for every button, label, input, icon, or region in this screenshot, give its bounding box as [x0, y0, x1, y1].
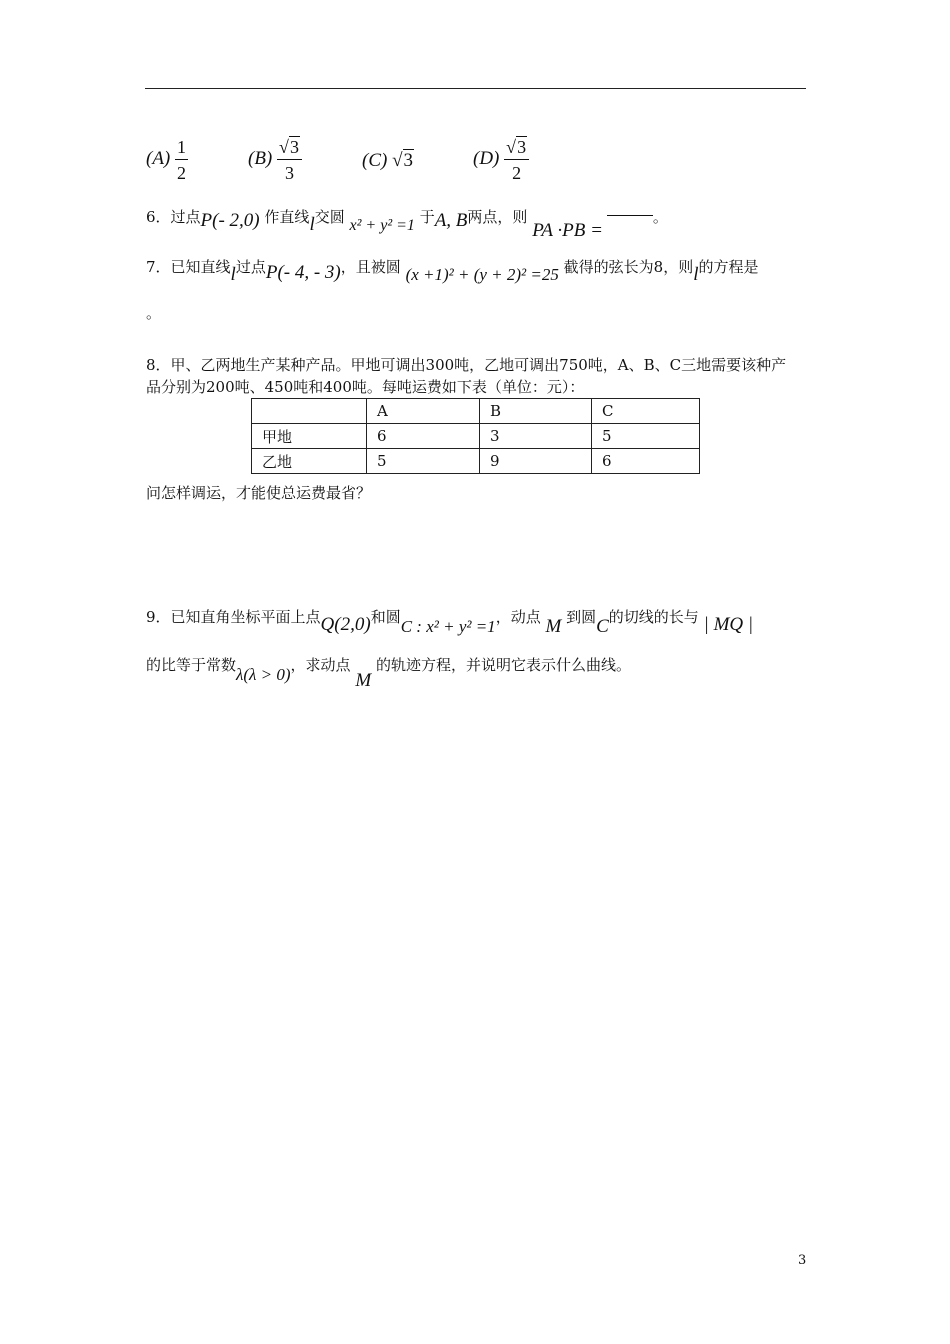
table-cell: 3 [480, 424, 592, 449]
question-9-line2: 的比等于常数λ(λ > 0)，求动点 M 的轨迹方程，并说明它表示什么曲线。 [146, 656, 631, 691]
question-9-line1: 9．已知直角坐标平面上点Q(2,0)和圆C : x² + y² =1，动点 M 到圆C的切线的长与 | MQ | [146, 608, 754, 637]
fraction: $\frac{√3}{3}$ [277, 138, 302, 182]
choice-a: (A) $\frac{1}{2}$ [146, 137, 187, 183]
question-8-line1: 8．甲、乙两地生产某种产品。甲地可调出300吨，乙地可调出750吨，A、B、C三地需要该种产 [146, 356, 787, 374]
choice-c: (C) √3 [362, 150, 414, 171]
table-cell: 甲地 [252, 424, 367, 449]
question-8-line2: 品分别为200吨、450吨和400吨。每吨运费如下表（单位：元）： [146, 378, 585, 396]
table-cell: C [592, 399, 700, 424]
question-6: 6．过点P(- 2,0) 作直线l交圆 x² + y² =1 于A, B两点，则 PA ·PB =。 [146, 208, 668, 241]
page-number: 3 [798, 1253, 807, 1268]
table-cell: 5 [367, 449, 480, 474]
table-cell: 9 [480, 449, 592, 474]
choice-d: (D) $\frac{√3}{2}$ [473, 138, 529, 182]
table-cell: B [480, 399, 592, 424]
table-row [252, 424, 700, 449]
table-row [252, 449, 700, 474]
table-cell [252, 399, 367, 424]
header-rule [145, 88, 806, 89]
question-7-end: 。 [146, 304, 162, 322]
question-8-ask: 问怎样调运，才能使总运费最省？ [146, 484, 372, 502]
answer-blank [607, 215, 653, 216]
table-cell: 6 [367, 424, 480, 449]
table-cell: 6 [592, 449, 700, 474]
table-cell: A [367, 399, 480, 424]
fraction: $\frac{1}{2}$ [177, 137, 187, 183]
question-7: 7．已知直线l过点P(- 4, - 3)，且被圆 (x +1)² + (y + 2)² =25 截得的弦长为8，则l的方程是 [146, 258, 759, 285]
freight-table [251, 398, 700, 474]
table-cell: 乙地 [252, 449, 367, 474]
table-cell: 5 [592, 424, 700, 449]
choice-b: (B) $\frac{√3}{3}$ [248, 138, 302, 182]
fraction: $\frac{√3}{2}$ [504, 138, 529, 182]
table-header-row [252, 399, 700, 424]
